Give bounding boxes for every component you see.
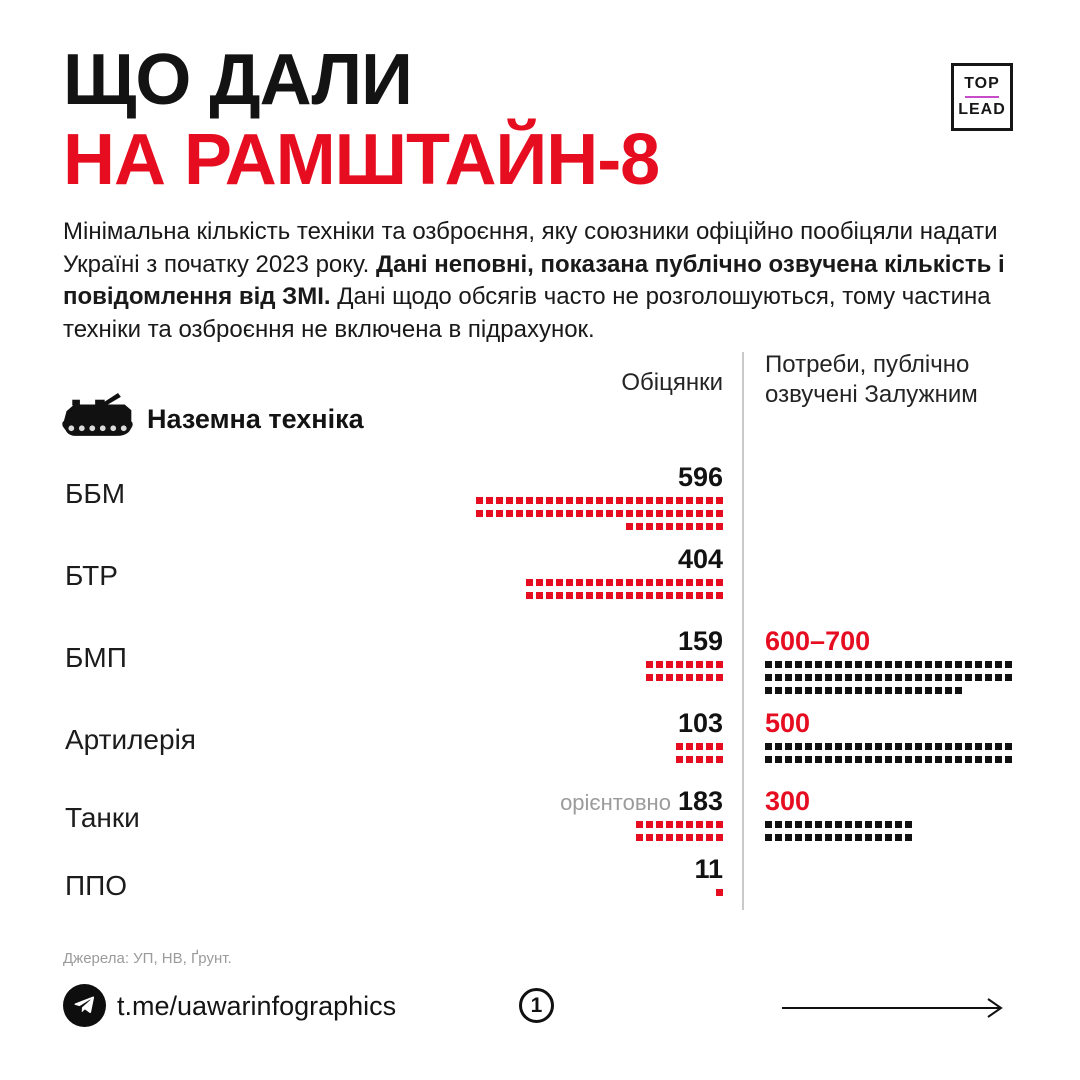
row-label: ББМ [65, 478, 126, 509]
need-squares [765, 743, 1012, 763]
telegram-icon [63, 984, 106, 1027]
promise-value: 159 [677, 626, 723, 656]
row-label: ППО [65, 870, 128, 901]
title-line-1: ЩО ДАЛИ [63, 40, 412, 120]
promise-block [676, 708, 723, 763]
table-row [65, 854, 1015, 936]
promise-block [526, 544, 723, 599]
need-block [765, 786, 912, 841]
promise-squares [646, 661, 723, 681]
toplead-logo-divider [965, 96, 999, 98]
need-value: 500 [765, 708, 811, 738]
promise-squares [476, 497, 723, 530]
table-row [65, 626, 1015, 708]
column-header-needs: Потреби, публічно озвучені Залужним [765, 351, 978, 408]
toplead-logo [951, 63, 1013, 131]
telegram-link[interactable]: t.me/uawarinfographics [117, 991, 397, 1021]
column-header-promises: Обіцянки [621, 369, 723, 396]
table-row [65, 462, 1015, 544]
promise-value: 11 [694, 854, 723, 884]
page-indicator [519, 988, 554, 1023]
need-value: 600–700 [765, 626, 871, 656]
toplead-logo-top: TOP [964, 75, 1000, 92]
toplead-logo-bottom: LEAD [958, 101, 1006, 118]
promise-block [476, 462, 723, 530]
intro-text-1: Мінімальна кількість техніки та озброєння, яку союзники офіційно пообіцяли надати Україні з початку 2023 року. [63, 218, 998, 278]
intro-text-2: Дані щодо обсягів часто не розголошуються, тому частина техніки та озброєння не включена в підрахунок. [63, 283, 991, 343]
apc-icon [58, 388, 138, 445]
intro-text-bold: Дані неповні, показана публічно озвучена кількість і повідомлення від ЗМІ. [63, 250, 1005, 310]
need-value: 300 [765, 786, 811, 816]
promise-approx-note: орієнтовно [560, 790, 671, 815]
row-label: БМП [65, 642, 127, 673]
page-number: 1 [530, 993, 543, 1017]
promise-value: 103 [677, 708, 723, 738]
next-arrow-icon[interactable] [780, 995, 1008, 1026]
table-row [65, 544, 1015, 626]
promise-value: 596 [677, 462, 723, 492]
row-label: Танки [65, 802, 140, 833]
need-block [765, 708, 1012, 763]
promise-squares [526, 579, 723, 599]
need-block [765, 626, 1012, 694]
intro-paragraph [63, 216, 1021, 346]
page-title [63, 40, 659, 200]
promise-block [694, 854, 723, 896]
need-squares [765, 661, 1012, 694]
need-squares [765, 821, 912, 841]
title-line-2: НА РАМШТАЙН-8 [63, 120, 660, 200]
promise-block [560, 786, 723, 841]
promise-squares [676, 743, 723, 763]
promise-value: 183 [677, 786, 723, 816]
row-label: Артилерія [65, 724, 196, 755]
sources-note: Джерела: УП, НВ, Ґрунт. [63, 950, 232, 967]
row-label: БТР [65, 560, 118, 591]
table-row [65, 708, 1015, 790]
section-title: Наземна техніка [147, 404, 364, 434]
promise-squares [716, 889, 723, 896]
promise-value: 404 [677, 544, 723, 574]
promise-squares [636, 821, 723, 841]
promise-block [646, 626, 723, 681]
